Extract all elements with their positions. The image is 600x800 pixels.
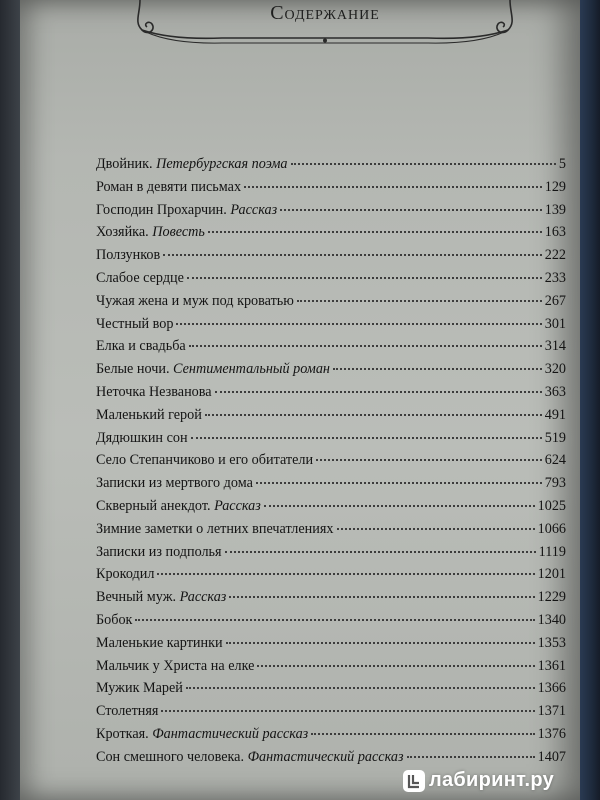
toc-entry-page: 1371 bbox=[537, 703, 566, 720]
toc-entry-title bbox=[96, 680, 183, 697]
toc-entry-page: 233 bbox=[544, 269, 566, 286]
toc-entry-subtitle: Рассказ bbox=[179, 589, 227, 606]
toc-leader-dots bbox=[333, 368, 542, 370]
toc-leader-dots bbox=[229, 596, 534, 598]
toc-entry-page: 1119 bbox=[538, 543, 566, 560]
toc-entry bbox=[96, 544, 566, 567]
toc-entry-page: 624 bbox=[544, 452, 566, 469]
toc-leader-dots bbox=[135, 619, 534, 621]
toc-entry-page: 267 bbox=[544, 292, 566, 309]
toc-entry bbox=[96, 361, 566, 384]
toc-entry-title-text: Маленький герой bbox=[96, 406, 202, 423]
toc-entry bbox=[96, 589, 566, 612]
toc-leader-dots bbox=[186, 687, 535, 689]
toc-entry-title-text: Господин Прохарчин. bbox=[96, 201, 227, 218]
toc-entry bbox=[96, 452, 566, 475]
toc-entry-page: 491 bbox=[544, 406, 566, 423]
book-cover-edge bbox=[580, 0, 600, 800]
toc-entry-title-text: Белые ночи. bbox=[96, 361, 170, 378]
toc-entry bbox=[96, 521, 566, 544]
toc-entry-page: 1066 bbox=[537, 520, 566, 537]
ornamental-header-frame bbox=[132, 0, 518, 46]
toc-entry bbox=[96, 202, 566, 225]
toc-entry bbox=[96, 316, 566, 339]
toc-entry bbox=[96, 338, 566, 361]
toc-entry-page: 363 bbox=[544, 383, 566, 400]
toc-entry-page: 1353 bbox=[537, 634, 566, 651]
toc-entry-page: 222 bbox=[544, 247, 566, 264]
toc-leader-dots bbox=[176, 323, 541, 325]
toc-leader-dots bbox=[226, 642, 535, 644]
toc-entry-title bbox=[96, 452, 313, 469]
toc-entry bbox=[96, 612, 566, 635]
toc-leader-dots bbox=[189, 345, 542, 347]
toc-entry-title-text: Вечный муж. bbox=[96, 589, 177, 606]
toc-entry-title bbox=[96, 589, 226, 606]
toc-entry-title-text: Село Степанчиково и его обитатели bbox=[96, 452, 314, 469]
toc-entry-title-text: Мальчик у Христа на елке bbox=[96, 657, 255, 674]
toc-entry-page: 1025 bbox=[537, 497, 566, 514]
toc-leader-dots bbox=[215, 391, 542, 393]
toc-leader-dots bbox=[291, 163, 556, 165]
toc-entry bbox=[96, 270, 566, 293]
toc-entry-title bbox=[96, 544, 222, 561]
toc-entry-title bbox=[96, 179, 241, 196]
toc-entry-subtitle: Фантастический рассказ bbox=[152, 725, 309, 742]
book-page bbox=[20, 0, 580, 800]
toc-entry-title-text: Слабое сердце bbox=[96, 269, 184, 286]
toc-entry-title-text: Честный вор bbox=[96, 315, 174, 332]
toc-entry-title-text: Двойник. bbox=[96, 156, 153, 172]
toc-entry-subtitle: Рассказ bbox=[230, 201, 278, 218]
toc-entry-page: 1340 bbox=[537, 611, 566, 628]
toc-entry-subtitle: Сентиментальный роман bbox=[173, 361, 330, 378]
watermark-text: лабиринт.ру bbox=[428, 769, 554, 791]
toc-entry bbox=[96, 680, 566, 703]
toc-leader-dots bbox=[163, 254, 542, 256]
toc-entry-page: 1361 bbox=[537, 657, 566, 674]
toc-leader-dots bbox=[161, 710, 534, 712]
toc-entry-page: 1229 bbox=[537, 589, 566, 606]
toc-entry-title bbox=[96, 475, 253, 492]
toc-entry bbox=[96, 293, 566, 316]
toc-entry-page: 1201 bbox=[537, 566, 566, 583]
toc-leader-dots bbox=[205, 414, 542, 416]
toc-leader-dots bbox=[225, 551, 536, 553]
toc-entry-page: 320 bbox=[544, 361, 566, 378]
toc-entry-title bbox=[96, 247, 160, 264]
toc-leader-dots bbox=[264, 505, 535, 507]
toc-entry-page: 301 bbox=[544, 315, 566, 332]
toc-entry-page: 314 bbox=[544, 338, 566, 355]
toc-entry-subtitle: Петербургская поэма bbox=[156, 156, 288, 172]
toc-entry bbox=[96, 703, 566, 726]
toc-entry-title-text: Хозяйка. bbox=[96, 224, 149, 241]
toc-entry-title bbox=[96, 658, 254, 675]
toc-entry-title-text: Записки из мертвого дома bbox=[96, 475, 253, 492]
toc-entry-page: 163 bbox=[544, 224, 566, 241]
toc-leader-dots bbox=[187, 277, 542, 279]
toc-entry-subtitle: Рассказ bbox=[214, 497, 261, 514]
toc-entry-title-text: Маленькие картинки bbox=[96, 634, 223, 651]
toc-entry-title-text: Роман в девяти письмах bbox=[96, 178, 242, 195]
page-title: Содержание bbox=[270, 2, 380, 24]
toc-leader-dots bbox=[157, 573, 534, 575]
toc-entry-page: 139 bbox=[544, 201, 566, 218]
toc-entry-title bbox=[96, 361, 330, 378]
toc-entry-page: 1407 bbox=[537, 748, 566, 765]
toc-entry bbox=[96, 156, 566, 179]
toc-entry-page: 5 bbox=[558, 156, 566, 172]
toc-entry-title bbox=[96, 703, 158, 720]
toc-entry-title-text: Крокодил bbox=[96, 566, 155, 583]
toc-entry-title bbox=[96, 612, 132, 629]
toc-entry-title bbox=[96, 635, 223, 652]
toc-entry-title-text: Бобок bbox=[96, 611, 133, 628]
toc-entry-title-text: Скверный анекдот. bbox=[96, 497, 211, 514]
toc-leader-dots bbox=[244, 186, 542, 188]
toc-entry-title bbox=[96, 407, 202, 424]
toc-entry-title bbox=[96, 566, 154, 583]
toc-leader-dots bbox=[297, 300, 542, 302]
toc-entry-title-text: Дядюшкин сон bbox=[96, 429, 188, 446]
toc-leader-dots bbox=[311, 733, 534, 735]
toc-entry-title bbox=[96, 338, 186, 355]
toc-leader-dots bbox=[407, 756, 535, 758]
toc-entry-page: 519 bbox=[544, 429, 566, 446]
toc-entry-title-text: Мужик Марей bbox=[96, 680, 183, 697]
toc-entry-title bbox=[96, 384, 212, 401]
toc-entry-page: 1376 bbox=[537, 725, 566, 742]
toc-entry-title-text: Зимние заметки о летних впечатлениях bbox=[96, 520, 334, 537]
toc-entry-title-text: Ползунков bbox=[96, 247, 161, 264]
toc-entry bbox=[96, 566, 566, 589]
toc-entry bbox=[96, 179, 566, 202]
toc-entry-title bbox=[96, 316, 173, 333]
toc-entry-title bbox=[96, 521, 334, 538]
toc-entry-title bbox=[96, 430, 188, 447]
toc-leader-dots bbox=[316, 459, 542, 461]
book-left-edge bbox=[0, 0, 20, 800]
toc-entry bbox=[96, 658, 566, 681]
labirint-logo-icon bbox=[403, 770, 425, 792]
toc-entry-title-text: Кроткая. bbox=[96, 725, 149, 742]
toc-entry bbox=[96, 224, 566, 247]
toc-entry-subtitle: Фантастический рассказ bbox=[247, 748, 404, 765]
toc-entry bbox=[96, 247, 566, 270]
toc-entry bbox=[96, 430, 566, 453]
toc-entry-title bbox=[96, 498, 261, 515]
toc-entry-title bbox=[96, 156, 288, 173]
toc-leader-dots bbox=[257, 665, 534, 667]
table-of-contents bbox=[96, 156, 566, 772]
toc-entry-title bbox=[96, 270, 184, 287]
toc-entry-subtitle: Повесть bbox=[152, 224, 205, 241]
toc-leader-dots bbox=[191, 437, 542, 439]
toc-entry-title bbox=[96, 202, 277, 219]
toc-entry-title bbox=[96, 293, 294, 310]
toc-entry-page: 793 bbox=[544, 475, 566, 492]
toc-leader-dots bbox=[208, 231, 542, 233]
toc-entry-title bbox=[96, 749, 404, 766]
bleed-through-text bbox=[110, 50, 550, 65]
toc-leader-dots bbox=[256, 482, 542, 484]
toc-entry-title-text: Записки из подполья bbox=[96, 543, 222, 560]
toc-entry bbox=[96, 384, 566, 407]
toc-entry bbox=[96, 407, 566, 430]
toc-entry-title-text: Столетняя bbox=[96, 703, 159, 720]
toc-entry-title-text: Елка и свадьба bbox=[96, 338, 186, 355]
toc-leader-dots bbox=[280, 209, 542, 211]
toc-entry-title bbox=[96, 726, 308, 743]
toc-entry-title-text: Сон смешного человека. bbox=[96, 748, 245, 765]
toc-entry bbox=[96, 498, 566, 521]
toc-entry bbox=[96, 475, 566, 498]
labirint-watermark bbox=[403, 769, 554, 792]
toc-entry bbox=[96, 635, 566, 658]
toc-entry-page: 1366 bbox=[537, 680, 566, 697]
toc-entry-page: 129 bbox=[544, 178, 566, 195]
toc-entry-title bbox=[96, 224, 205, 241]
toc-entry-title-text: Неточка Незванова bbox=[96, 383, 212, 400]
toc-entry bbox=[96, 726, 566, 749]
toc-entry-title-text: Чужая жена и муж под кроватью bbox=[96, 292, 294, 309]
toc-leader-dots bbox=[337, 528, 535, 530]
